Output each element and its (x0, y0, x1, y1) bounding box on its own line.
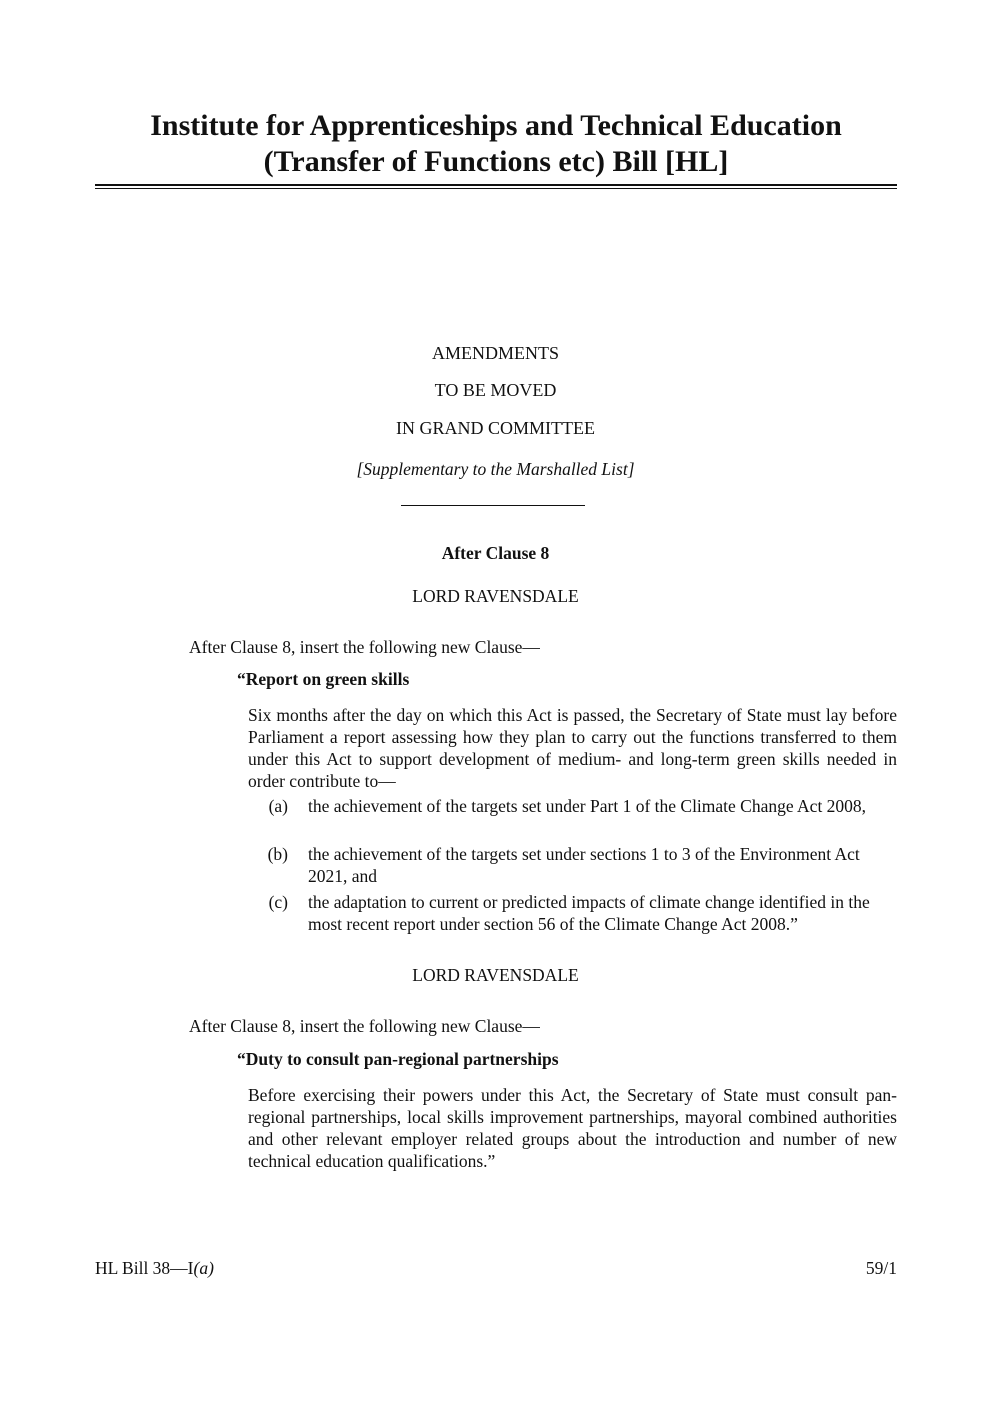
amendment-mover: LORD RAVENSDALE (412, 965, 579, 985)
amendment-intro: After Clause 8, insert the following new Clause— (189, 1016, 540, 1036)
clause-body: Before exercising their powers under this Act, the Secretary of State must consult pan-regional partnerships, local skills improvement partnerships, mayoral combined authorities and other relevant employer related groups about the introduction and number of new technical education qualifications.” (248, 1085, 897, 1171)
bill-ref-suffix: (a) (193, 1258, 214, 1278)
heading-to-be-moved: TO BE MOVED (434, 380, 557, 400)
bill-title-line1: Institute for Apprenticeships and Technical Education (150, 109, 842, 142)
bill-title-line2: (Transfer of Functions etc) Bill [HL] (263, 145, 729, 178)
item-text: the achievement of the targets set under sections 1 to 3 of the Environment Act 2021, and (308, 844, 860, 886)
item-text: the adaptation to current or predicted impacts of climate change identified in the most recent report under section 56 of the Climate Change Act 2008.” (308, 892, 870, 934)
heading-amendments: AMENDMENTS (431, 343, 559, 363)
clause-body: Six months after the day on which this Act is passed, the Secretary of State must lay before Parliament a report assessing how they plan to carry out the functions transferred to them under this Act to support development of medium- and long-term green skills needed in order contribute to— (248, 705, 897, 791)
item-label: (a) (268, 796, 288, 816)
section-heading: After Clause 8 (441, 543, 550, 563)
heading-committee: IN GRAND COMMITTEE (396, 418, 595, 438)
item-label: (c) (268, 892, 288, 912)
amendment-intro: After Clause 8, insert the following new Clause— (189, 637, 540, 657)
footer-bill-ref (95, 1257, 214, 1279)
item-text: the achievement of the targets set under Part 1 of the Climate Change Act 2008, (308, 796, 867, 816)
heading-note: [Supplementary to the Marshalled List] (356, 459, 635, 479)
bill-ref: HL Bill 38—I (95, 1258, 194, 1278)
bill-title (95, 108, 897, 180)
item-label: (b) (267, 844, 288, 864)
clause-title: “Report on green skills (237, 669, 410, 689)
footer-page-number: 59/1 (865, 1258, 897, 1278)
title-rule-thick (95, 184, 897, 186)
title-rule-thin (95, 188, 897, 189)
clause-title: “Duty to consult pan-regional partnerships (237, 1049, 559, 1069)
amendment-mover: LORD RAVENSDALE (412, 586, 579, 606)
section-divider (401, 505, 585, 506)
